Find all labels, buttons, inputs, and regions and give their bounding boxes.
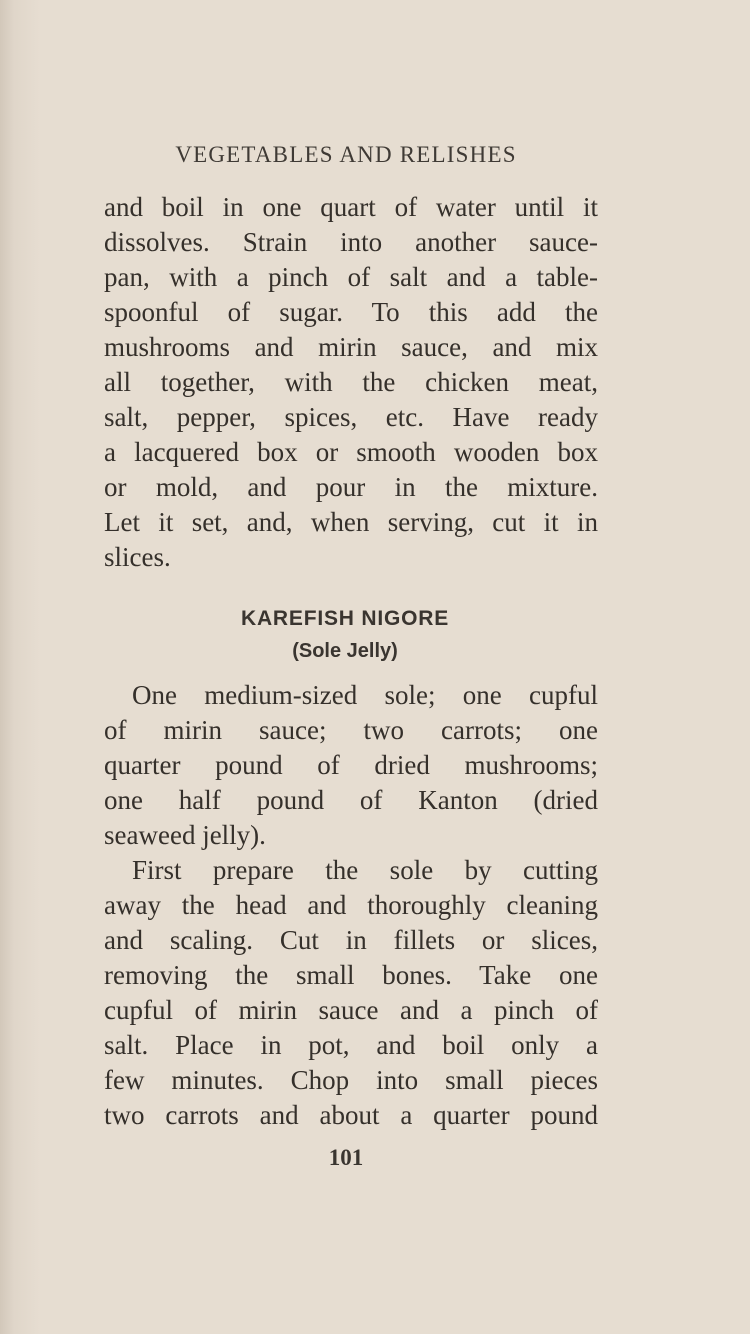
text-line: cupful of mirin sauce and a pinch of [104, 995, 598, 1025]
text-line: pan, with a pinch of salt and a table- [104, 262, 598, 292]
text-line: or mold, and pour in the mixture. [104, 472, 598, 502]
section-title: KAREFISH NIGORE [240, 607, 449, 630]
page-number: 101 [328, 1145, 364, 1170]
paragraph-3 [104, 853, 598, 1133]
text-line: salt, pepper, spices, etc. Have ready [104, 402, 598, 432]
text-line: and boil in one quart of water until it [104, 192, 598, 222]
text-line: all together, with the chicken meat, [104, 367, 598, 397]
text-line: quarter pound of dried mushrooms; [104, 750, 598, 780]
text-line: seaweed jelly). [104, 820, 266, 850]
text-line: First prepare the sole by cutting [132, 855, 598, 885]
text-line: and scaling. Cut in fillets or slices, [104, 925, 598, 955]
paragraph-2 [104, 678, 598, 853]
text-line: One medium-sized sole; one cupful [132, 680, 598, 710]
text-line: two carrots and about a quarter pound [104, 1100, 598, 1130]
text-line: mushrooms and mirin sauce, and mix [104, 332, 598, 362]
running-head: VEGETABLES AND RELISHES [175, 142, 517, 167]
text-line: salt. Place in pot, and boil only a [104, 1030, 598, 1060]
paragraph-1 [104, 190, 598, 575]
text-line: removing the small bones. Take one [104, 960, 598, 990]
text-line: slices. [104, 542, 171, 572]
text-line: dissolves. Strain into another sauce- [104, 227, 598, 257]
section-subtitle: (Sole Jelly) [292, 640, 398, 662]
text-line: a lacquered box or smooth wooden box [104, 437, 598, 467]
text-line: Let it set, and, when serving, cut it in [104, 507, 598, 537]
text-line: few minutes. Chop into small pieces [104, 1065, 598, 1095]
text-line: away the head and thoroughly cleaning [104, 890, 598, 920]
text-line: of mirin sauce; two carrots; one [104, 715, 598, 745]
text-line: spoonful of sugar. To this add the [104, 297, 598, 327]
text-line: one half pound of Kanton (dried [104, 785, 598, 815]
